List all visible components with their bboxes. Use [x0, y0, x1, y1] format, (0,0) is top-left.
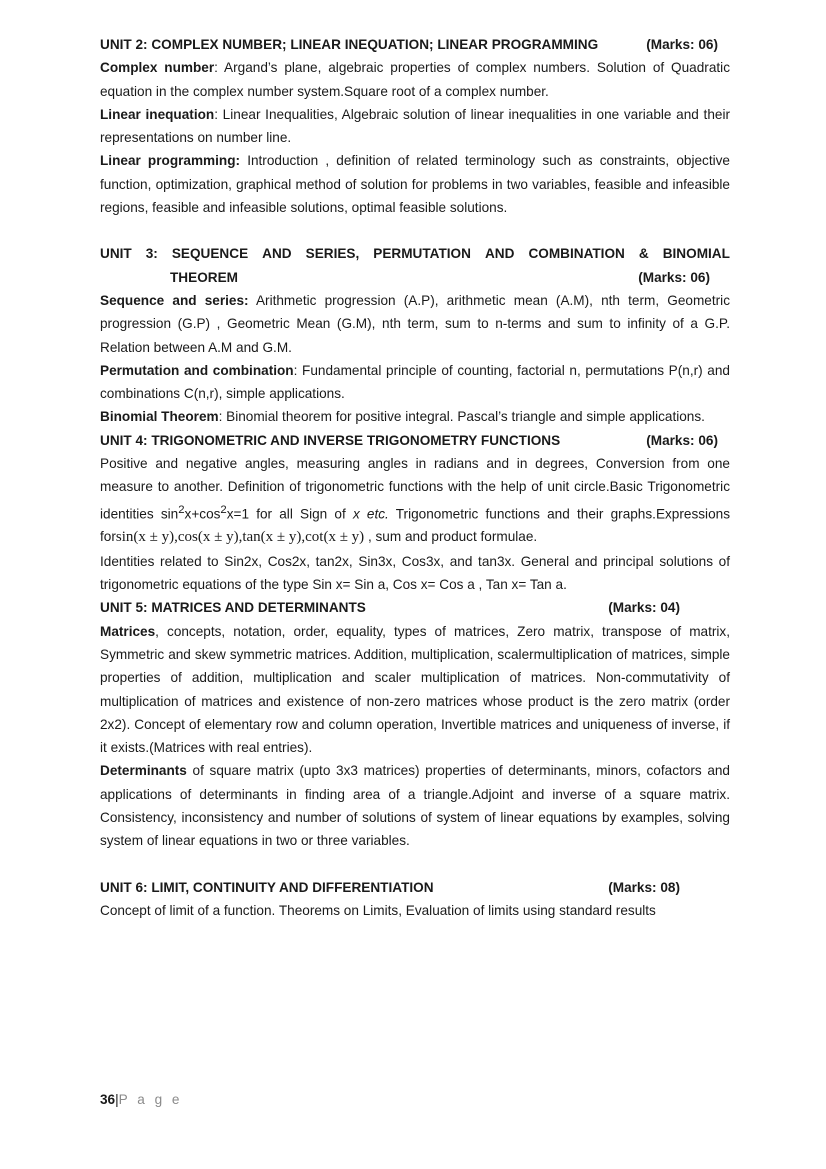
unit3-title-word: BINOMIAL — [662, 246, 730, 262]
unit4-text: x+cos — [184, 506, 221, 522]
page-word: P a g e — [118, 1092, 183, 1107]
unit3-title-word: COMBINATION — [528, 246, 625, 262]
unit3-title-word: SERIES, — [305, 246, 360, 262]
superscript: 2 — [220, 503, 227, 516]
unit4-angles-paragraph — [100, 452, 730, 550]
unit6-marks: (Marks: 08) — [608, 879, 680, 895]
unit2-linear-programming-text: Introduction , definition of related terminology such as constraints, objective function, optimization, graphical method of solution for problems in two variables, feasible and infeasible regions, feasible and infeasible solutions, optimal feasible solutions. — [100, 153, 730, 216]
unit6-limit-paragraph: Concept of limit of a function. Theorems on Limits, Evaluation of limits using standard results — [100, 902, 656, 918]
unit5-marks: (Marks: 04) — [608, 600, 680, 616]
unit2-title: UNIT 2: COMPLEX NUMBER; LINEAR INEQUATION; LINEAR PROGRAMMING — [100, 37, 599, 52]
unit3-title-line2 — [100, 266, 730, 289]
unit3-permutation-text: : Fundamental principle of counting, factorial n, permutations P(n,r) and combinations C(n,r), simple applications. — [100, 362, 730, 402]
syllabus-page — [100, 33, 730, 922]
unit5-matrices-text: , concepts, notation, order, equality, types of matrices, Zero matrix, transpose of matrix, Symmetric and skew symmetric matrices. Addition, multiplication, scalermultiplication of matrices, simple properties of addition, multiplication and scaler multiplication of matrices. Non-commutativity of multiplication of matrices and existence of non-zero matrices whose product is the zero matrix (order 2x2). Concept of elementary row and column operation, Invertible matrices and uniqueness of inverse, if it exists.(Matrices with real entries). — [100, 623, 730, 756]
trig-expression: sin(x ± y),cos(x ± y),tan(x ± y),cot(x ± y) — [115, 529, 365, 546]
unit3-title-word: & — [638, 246, 649, 262]
unit5-title: UNIT 5: MATRICES AND DETERMINANTS — [100, 600, 366, 616]
footer-separator: | — [115, 1092, 119, 1107]
unit5-determinants-text: of square matrix (upto 3x3 matrices) properties of determinants, minors, cofactors and applications of determinants in finding area of a triangle.Adjoint and inverse of a square matrix. Consistency, inconsistency and number of solutions of system of linear equations by examples, solving system of linear equations in two or three variables. — [100, 763, 730, 849]
superscript: 2 — [178, 503, 185, 516]
unit4-italic-text: x etc. — [352, 506, 389, 522]
unit3-title-word: AND — [262, 246, 292, 262]
unit3-title-word: SEQUENCE — [171, 246, 249, 262]
unit3-title-line1 — [100, 242, 730, 265]
page-footer — [100, 1092, 183, 1107]
unit4-identities-paragraph: Identities related to Sin2x, Cos2x, tan2x, Sin3x, Cos3x, and tan3x. General and principal solutions of trigonometric equations of the type Sin x= Sin a, Cos x= Cos a , Tan x= Tan a. — [100, 553, 730, 593]
unit3-title-word: PERMUTATION — [373, 246, 471, 262]
unit3-binomial-paragraph — [100, 405, 730, 428]
unit4-text: Positive and negative angles, measuring angles in radians and in degrees, Conversion from one measure to another. Definition of trigonometric functions with the help of unit circle.Basic Trigonometric identities sin — [100, 456, 730, 522]
spacer — [100, 853, 730, 876]
unit3-permutation-paragraph — [100, 359, 730, 406]
unit3-permutation-label: Permutation and combination — [100, 362, 294, 378]
unit3-title-word: AND — [484, 246, 515, 262]
unit3-sequence-series-label: Sequence and series: — [100, 292, 249, 308]
unit2-complex-number-label: Complex number — [100, 60, 215, 76]
unit2-linear-inequation-paragraph — [100, 103, 730, 150]
page-number: 36 — [100, 1092, 116, 1107]
unit5-determinants-label: Determinants — [100, 763, 187, 779]
unit6-title: UNIT 6: LIMIT, CONTINUITY AND DIFFERENTIATION — [100, 879, 434, 895]
unit3-marks: (Marks: 06) — [638, 269, 710, 285]
spacer — [100, 219, 730, 242]
unit4-text: x=1 for all Sign of — [226, 506, 353, 522]
unit4-heading — [100, 429, 730, 452]
unit6-heading — [100, 876, 730, 899]
unit3-title-word: 3: — [145, 246, 158, 262]
unit2-complex-number-paragraph — [100, 56, 730, 103]
unit4-title: UNIT 4: TRIGONOMETRIC AND INVERSE TRIGONOMETRY FUNCTIONS — [100, 432, 561, 448]
unit4-text: Trigonometric functions and their graphs.Expressions for — [100, 506, 730, 545]
unit5-determinants-paragraph — [100, 759, 730, 852]
unit4-marks: (Marks: 06) — [646, 432, 718, 448]
unit2-complex-number-text: : Argand’s plane, algebraic properties of complex numbers. Solution of Quadratic equation in the complex number system.Square root of a complex number. — [100, 60, 730, 99]
unit3-sequence-series-text: Arithmetic progression (A.P), arithmetic mean (A.M), nth term, Geometric progression (G.P) , Geometric Mean (G.M), nth term, sum to n-terms and sum to infinity of a G.P. Relation between A.M and G.M. — [100, 292, 730, 355]
unit2-marks: (Marks: 06) — [646, 37, 718, 52]
unit3-title-word: UNIT — [100, 246, 132, 262]
unit2-heading — [100, 33, 730, 56]
unit3-binomial-label: Binomial Theorem — [100, 409, 219, 425]
unit3-heading — [100, 242, 730, 289]
unit2-linear-inequation-label: Linear inequation — [100, 106, 215, 122]
unit2-linear-inequation-text: : Linear Inequalities, Algebraic solution of linear inequalities in one variable and their representations on number line. — [100, 106, 730, 146]
unit3-binomial-text: : Binomial theorem for positive integral. Pascal’s triangle and simple applications. — [218, 409, 705, 425]
unit5-matrices-paragraph — [100, 620, 730, 760]
unit2-linear-programming-label: Linear programming: — [100, 153, 241, 169]
unit5-matrices-label: Matrices — [100, 623, 156, 639]
unit3-title-continued: THEOREM — [170, 269, 238, 285]
unit2-linear-programming-paragraph — [100, 149, 730, 219]
unit4-text: , sum and product formulae. — [364, 529, 538, 545]
unit5-heading — [100, 596, 730, 619]
unit3-sequence-series-paragraph — [100, 289, 730, 359]
